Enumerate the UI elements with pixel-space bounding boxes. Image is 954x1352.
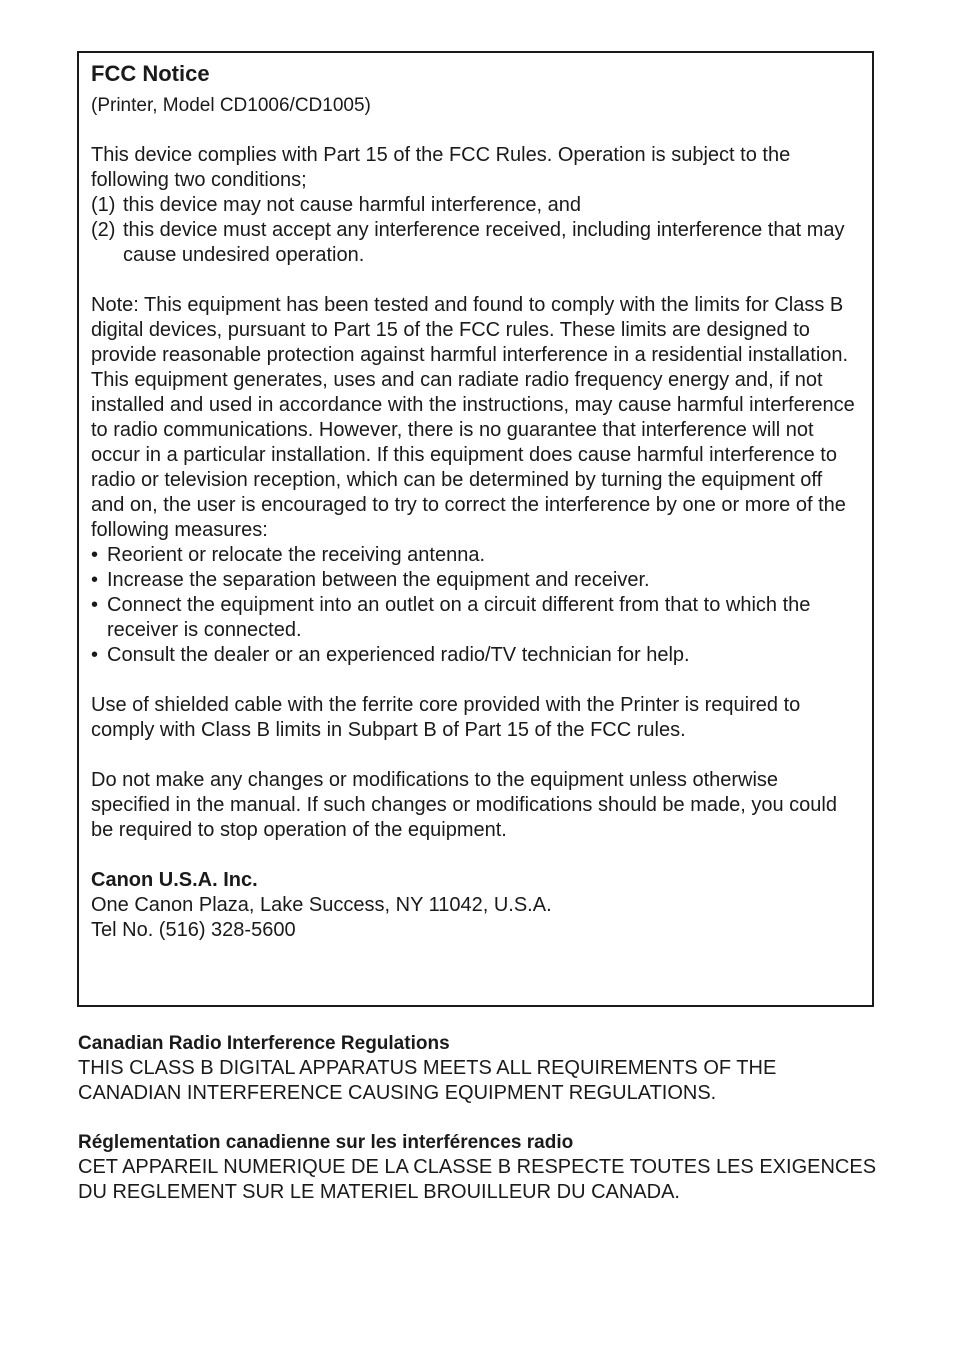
fcc-notice-title: FCC Notice <box>91 61 210 86</box>
conditions-list <box>91 193 860 268</box>
measure-text: Connect the equipment into an outlet on a circuit different from that to which the receiver is connected. <box>107 594 811 641</box>
bullet-icon: • <box>91 569 99 591</box>
company-block <box>91 868 860 943</box>
measure-item <box>91 568 860 593</box>
condition-item <box>91 218 860 268</box>
canadian-regulations-en-text: THIS CLASS B DIGITAL APPARATUS MEETS ALL REQUIREMENTS OF THE CANADIAN INTERFERENCE CAUSING EQUIPMENT REGULATIONS. <box>78 1057 777 1104</box>
canadian-regulations-en-title: Canadian Radio Interference Regulations <box>78 1033 450 1054</box>
condition-number: (2) <box>91 219 116 241</box>
condition-number: (1) <box>91 194 116 216</box>
canadian-regulations-en <box>78 1031 878 1106</box>
fcc-notice-box <box>77 51 874 1007</box>
condition-item <box>91 193 860 218</box>
model-line: (Printer, Model CD1006/CD1005) <box>91 95 371 116</box>
measure-text: Consult the dealer or an experienced radio/TV technician for help. <box>107 644 690 666</box>
canadian-regulations-fr <box>78 1130 878 1205</box>
measure-text: Reorient or relocate the receiving antenna. <box>107 544 486 566</box>
measure-item <box>91 593 860 643</box>
condition-text: this device may not cause harmful interference, and <box>123 194 582 216</box>
modifications-paragraph: Do not make any changes or modifications to the equipment unless otherwise specified in the manual. If such changes or modifications should be made, you could be required to stop operation of the equipment. <box>91 769 837 841</box>
fcc-note-paragraph: Note: This equipment has been tested and found to comply with the limits for Class B digital devices, pursuant to Part 15 of the FCC rules. These limits are designed to provide reasonable protection against harmful interference in a residential installation. This equipment generates, uses and can radiate radio frequency energy and, if not installed and used in accordance with the instructions, may cause harmful interference to radio communications. However, there is no guarantee that interference will not occur in a particular installation. If this equipment does cause harmful interference to radio or television reception, which can be determined by turning the equipment off and on, the user is encouraged to try to correct the interference by one or more of the following measures: <box>91 294 855 541</box>
shielded-cable-paragraph: Use of shielded cable with the ferrite core provided with the Printer is required to comply with Class B limits in Subpart B of Part 15 of the FCC rules. <box>91 694 801 741</box>
measure-text: Increase the separation between the equipment and receiver. <box>107 569 650 591</box>
company-address: One Canon Plaza, Lake Success, NY 11042, U.S.A. <box>91 894 552 916</box>
measure-item <box>91 643 860 668</box>
bullet-icon: • <box>91 644 99 666</box>
canadian-regulations-fr-title: Réglementation canadienne sur les interférences radio <box>78 1132 574 1153</box>
bullet-icon: • <box>91 594 99 616</box>
measure-item <box>91 543 860 568</box>
condition-text: this device must accept any interference received, including interference that may cause undesired operation. <box>123 219 845 266</box>
company-phone: Tel No. (516) 328-5600 <box>91 919 296 941</box>
company-name: Canon U.S.A. Inc. <box>91 869 258 891</box>
bullet-icon: • <box>91 544 99 566</box>
canadian-regulations-fr-text: CET APPAREIL NUMERIQUE DE LA CLASSE B RESPECTE TOUTES LES EXIGENCES DU REGLEMENT SUR LE MATERIEL BROUILLEUR DU CANADA. <box>78 1156 877 1203</box>
compliance-statement: This device complies with Part 15 of the FCC Rules. Operation is subject to the following two conditions; <box>91 144 791 191</box>
measures-list <box>91 543 860 668</box>
